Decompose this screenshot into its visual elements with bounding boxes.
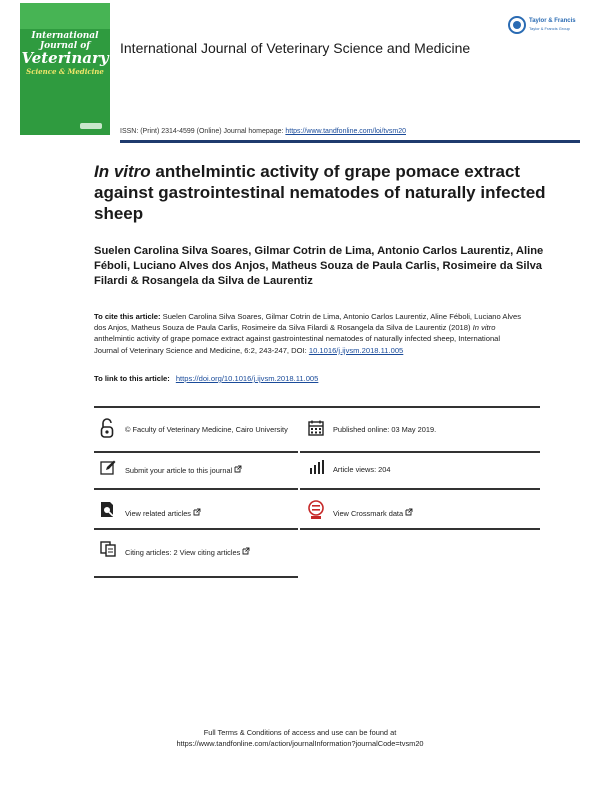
cover-stripe — [20, 3, 110, 29]
publisher-logo[interactable] — [508, 16, 582, 36]
info-rule-left-2 — [94, 488, 298, 490]
edit-icon — [100, 460, 116, 475]
citation-doi-link[interactable]: 10.1016/j.ijvsm.2018.11.005 — [308, 345, 404, 355]
publisher-logo-icon — [508, 16, 526, 34]
journal-cover-image — [20, 3, 110, 135]
info-rule-left-1 — [94, 451, 298, 453]
publisher-logo-name: Taylor & Francis — [529, 18, 576, 24]
citing-articles-icon — [100, 541, 117, 557]
link-label: To link to this article: — [94, 374, 170, 383]
article-link-row — [94, 374, 318, 383]
header-rule — [120, 140, 580, 143]
article-doi-link[interactable]: https://doi.org/10.1016/j.ijvsm.2018.11.005 — [175, 374, 319, 383]
publisher-logo-tagline: Taylor & Francis Group — [529, 26, 570, 31]
journal-title: International Journal of Veterinary Science and Medicine — [120, 40, 471, 56]
cover-line-1: International — [31, 31, 99, 41]
article-title-rest: anthelmintic activity of grape pomace extract against gastrointestinal nematodes of naturally infected sheep — [94, 162, 546, 223]
published-online-text: Published online: 03 May 2019. — [333, 425, 437, 434]
crossmark-icon — [308, 500, 324, 520]
info-rule-left-4 — [94, 576, 298, 578]
open-access-lock-icon — [100, 418, 114, 438]
submit-article-label: Submit your article to this journal — [125, 466, 233, 475]
issn-line — [120, 128, 406, 135]
info-top-rule — [94, 406, 540, 408]
bar-chart-icon — [309, 460, 325, 474]
footer-line-1: Full Terms & Conditions of access and use can be found at — [203, 728, 397, 737]
cover-publisher-mark — [80, 123, 102, 129]
footer-terms-link[interactable]: https://www.tandfonline.com/action/journalInformation?journalCode=tvsm20 — [176, 739, 424, 748]
footer — [0, 727, 600, 749]
related-articles-label: View related articles — [125, 509, 191, 518]
citation-text-before: Suelen Carolina Silva Soares, Gilmar Cotrin de Lima, Antonio Carlos Laurentiz, Aline Féboli, Luciano Alves dos Anjos, Matheus Souza de Paula Carlis, Rosimeire da Silva Filardi & Rosangela da Silva de Laurentiz (2018) — [94, 312, 521, 333]
external-link-icon — [405, 508, 413, 516]
citation-block — [94, 311, 524, 356]
submit-article-link[interactable] — [125, 465, 242, 476]
article-title — [94, 161, 554, 224]
view-crossmark-link[interactable] — [333, 508, 413, 519]
article-authors: Suelen Carolina Silva Soares, Gilmar Cotrin de Lima, Antonio Carlos Laurentiz, Aline Féboli, Luciano Alves dos Anjos, Matheus Souza de Paula Carlis, Rosimeire da Silva Filardi & Rosangela da Silva de Laurentiz — [94, 245, 544, 287]
cover-line-4: Science & Medicine — [26, 67, 104, 76]
external-link-icon — [234, 465, 242, 473]
article-views-text: Article views: 204 — [333, 465, 391, 474]
citation-italic: In vitro — [472, 323, 496, 333]
citation-text-after: anthelmintic activity of grape pomace extract against gastrointestinal nematodes of naturally infected sheep, International Journal of Veterinary Science and Medicine, 6:2, 243-247, DOI: — [94, 334, 501, 355]
journal-homepage-link[interactable]: https://www.tandfonline.com/loi/tvsm20 — [285, 128, 406, 135]
related-articles-search-icon — [100, 501, 116, 518]
citation-label: To cite this article: — [94, 312, 161, 321]
cover-line-2: Journal of — [39, 41, 91, 51]
view-related-articles-link[interactable] — [125, 508, 201, 519]
external-link-icon — [193, 508, 201, 516]
info-rule-right-1 — [300, 451, 540, 453]
article-title-italic: In vitro — [94, 162, 151, 181]
citing-articles-link[interactable] — [125, 547, 250, 558]
external-link-icon — [242, 547, 250, 555]
info-rule-right-2 — [300, 488, 540, 490]
citing-articles-label: Citing articles: 2 View citing articles — [125, 548, 241, 557]
cover-line-3: Veterinary — [21, 49, 109, 67]
info-rule-left-3 — [94, 528, 298, 530]
issn-text: ISSN: (Print) 2314-4599 (Online) Journal homepage: — [120, 128, 286, 135]
copyright-text: © Faculty of Veterinary Medicine, Cairo University — [125, 425, 288, 434]
calendar-icon — [308, 420, 324, 436]
crossmark-label: View Crossmark data — [333, 509, 404, 518]
info-rule-right-3 — [300, 528, 540, 530]
